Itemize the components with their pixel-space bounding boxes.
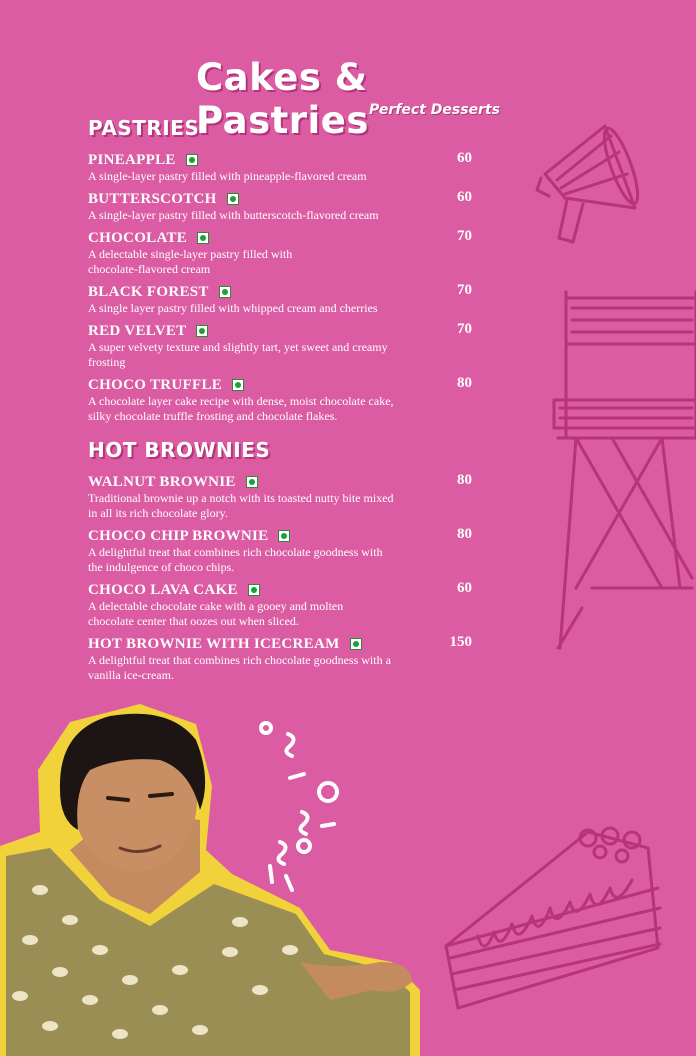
veg-mark-icon — [246, 476, 258, 488]
veg-mark-icon — [186, 154, 198, 166]
section-heading-hot-brownies: HOT BROWNIES — [88, 438, 271, 462]
veg-mark-icon — [219, 286, 231, 298]
menu-item — [88, 189, 474, 223]
menu-item — [88, 375, 474, 424]
item-name: CHOCO LAVA CAKE — [88, 582, 238, 598]
item-description: A delightful treat that combines rich chocolate goodness with the indulgence of choco chips. — [88, 545, 383, 574]
veg-mark-icon — [196, 325, 208, 337]
menu-item — [88, 634, 474, 683]
item-description: A delightful treat that combines rich chocolate goodness with a vanilla ice-cream. — [88, 653, 391, 682]
item-name: CHOCO CHIP BROWNIE — [88, 528, 269, 544]
menu-header — [196, 56, 506, 142]
item-price: 60 — [457, 580, 472, 596]
megaphone-icon — [535, 118, 645, 248]
veg-mark-icon — [232, 379, 244, 391]
item-price: 80 — [457, 472, 472, 488]
item-price: 70 — [457, 321, 472, 337]
item-price: 80 — [457, 375, 472, 391]
item-name: CHOCOLATE — [88, 230, 188, 246]
item-price: 70 — [457, 282, 472, 298]
item-price: 80 — [457, 526, 472, 542]
cake-slice-icon — [438, 818, 668, 1018]
item-price: 150 — [449, 634, 472, 650]
menu-item — [88, 282, 474, 316]
celebrity-photo — [0, 700, 440, 1056]
item-description: A delectable single-layer pastry filled with chocolate-flavored cream — [88, 247, 293, 276]
veg-mark-icon — [227, 193, 239, 205]
director-chair-icon — [552, 288, 696, 656]
menu-item — [88, 580, 474, 629]
item-description: A single-layer pastry filled with butterscotch-flavored cream — [88, 208, 379, 222]
item-price: 70 — [457, 228, 472, 244]
item-description: A super velvety texture and slightly tart, yet sweet and creamy frosting — [88, 340, 388, 369]
veg-mark-icon — [278, 530, 290, 542]
item-name: CHOCO TRUFFLE — [88, 377, 223, 393]
page-title: Cakes & Pastries — [196, 56, 369, 142]
menu-item — [88, 472, 474, 521]
veg-mark-icon — [248, 584, 260, 596]
item-description: A single layer pastry filled with whipped cream and cherries — [88, 301, 378, 315]
item-description: A chocolate layer cake recipe with dense, moist chocolate cake, silky chocolate truffle frosting and chocolate flakes. — [88, 394, 394, 423]
menu-item — [88, 150, 474, 184]
section-heading-pastries: PASTRIES — [88, 116, 200, 140]
item-name: RED VELVET — [88, 323, 187, 339]
item-price: 60 — [457, 150, 472, 166]
veg-mark-icon — [350, 638, 362, 650]
menu-item — [88, 321, 474, 370]
item-name: WALNUT BROWNIE — [88, 474, 236, 490]
item-description: Traditional brownie up a notch with its toasted nutty bite mixed in all its rich chocolate glory. — [88, 491, 394, 520]
item-name: PINEAPPLE — [88, 152, 176, 168]
menu-item — [88, 228, 474, 277]
menu-item — [88, 526, 474, 575]
item-name: HOT BROWNIE WITH ICECREAM — [88, 636, 340, 652]
page-subtitle: Perfect Desserts — [369, 102, 500, 118]
veg-mark-icon — [197, 232, 209, 244]
item-name: BLACK FOREST — [88, 284, 209, 300]
item-name: BUTTERSCOTCH — [88, 191, 217, 207]
item-price: 60 — [457, 189, 472, 205]
item-description: A single-layer pastry filled with pineapple-flavored cream — [88, 169, 367, 183]
item-description: A delectable chocolate cake with a gooey and molten chocolate center that oozes out when sliced. — [88, 599, 344, 628]
